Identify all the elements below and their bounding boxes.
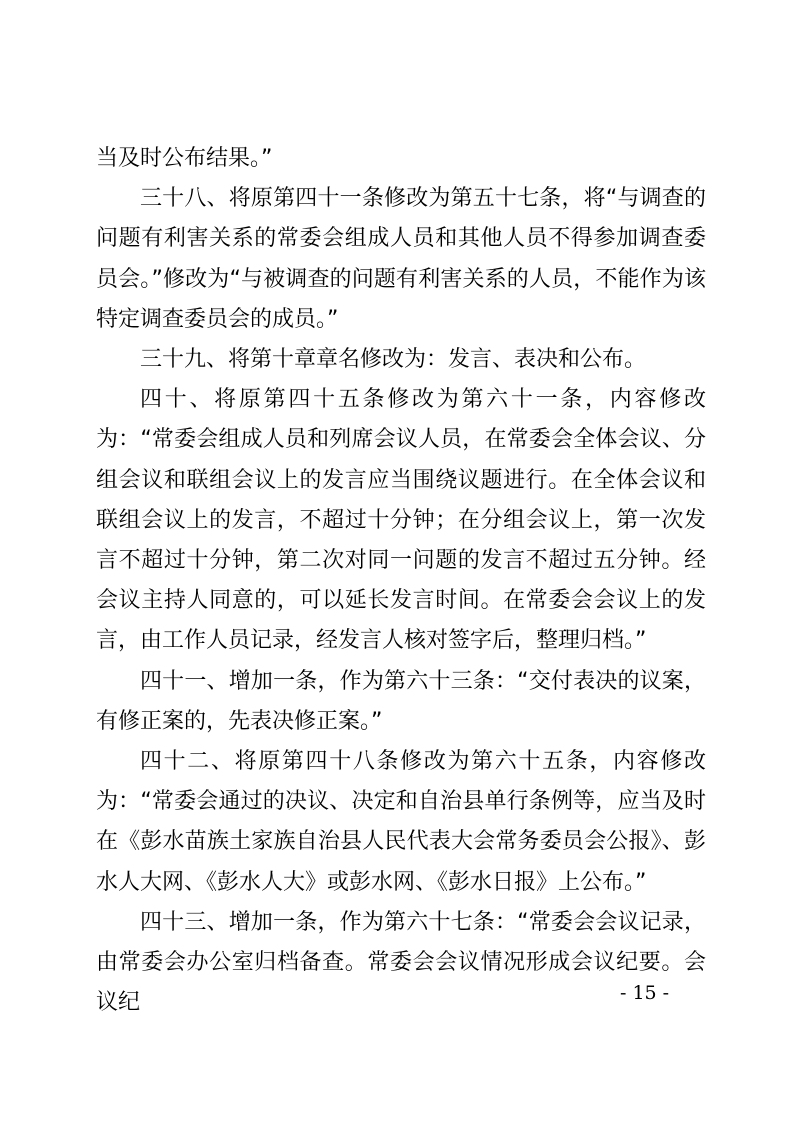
paragraph-item-43: 四十三、增加一条，作为第六十七条：“常委会会议记录，由常委会办公室归档备查。常委会会议情况形成会议纪要。会议纪 bbox=[96, 909, 706, 1016]
paragraph-item-38: 三十八、将原第四十一条修改为第五十七条，将“与调查的问题有利害关系的常委会组成人员和其他人员不得参加调查委员会。”修改为“与被调查的问题有利害关系的人员，不能作为该特定调查委员会的成员。” bbox=[96, 186, 706, 332]
page-number: - 15 - bbox=[620, 982, 670, 1004]
paragraph-item-40: 四十、将原第四十五条修改为第六十一条，内容修改为：“常委会组成人员和列席会议人员，在常委会全体会议、分组会议和联组会议上的发言应当围绕议题进行。在全体会议和联组会议上的发言，不超过十分钟；在分组会议上，第一次发言不超过十分钟，第二次对同一问题的发言不超过五分钟。经会议主持人同意的，可以延长发言时间。在常委会会议上的发言，由工作人员记录，经发言人核对签字后，整理归档。” bbox=[96, 387, 706, 654]
paragraph-continuation: 当及时公布结果。” bbox=[96, 146, 273, 171]
paragraph-item-39: 三十九、将第十章章名修改为：发言、表决和公布。 bbox=[140, 347, 647, 373]
document-body bbox=[96, 139, 706, 1023]
paragraph-item-42: 四十二、将原第四十八条修改为第六十五条，内容修改为：“常委会通过的决议、决定和自治县单行条例等，应当及时在《彭水苗族土家族自治县人民代表大会常务委员会公报》、彭水人大网、《彭水人大》或彭水网、《彭水日报》上公布。” bbox=[96, 749, 706, 895]
paragraph-item-41: 四十一、增加一条，作为第六十三条：“交付表决的议案，有修正案的，先表决修正案。” bbox=[96, 668, 706, 734]
